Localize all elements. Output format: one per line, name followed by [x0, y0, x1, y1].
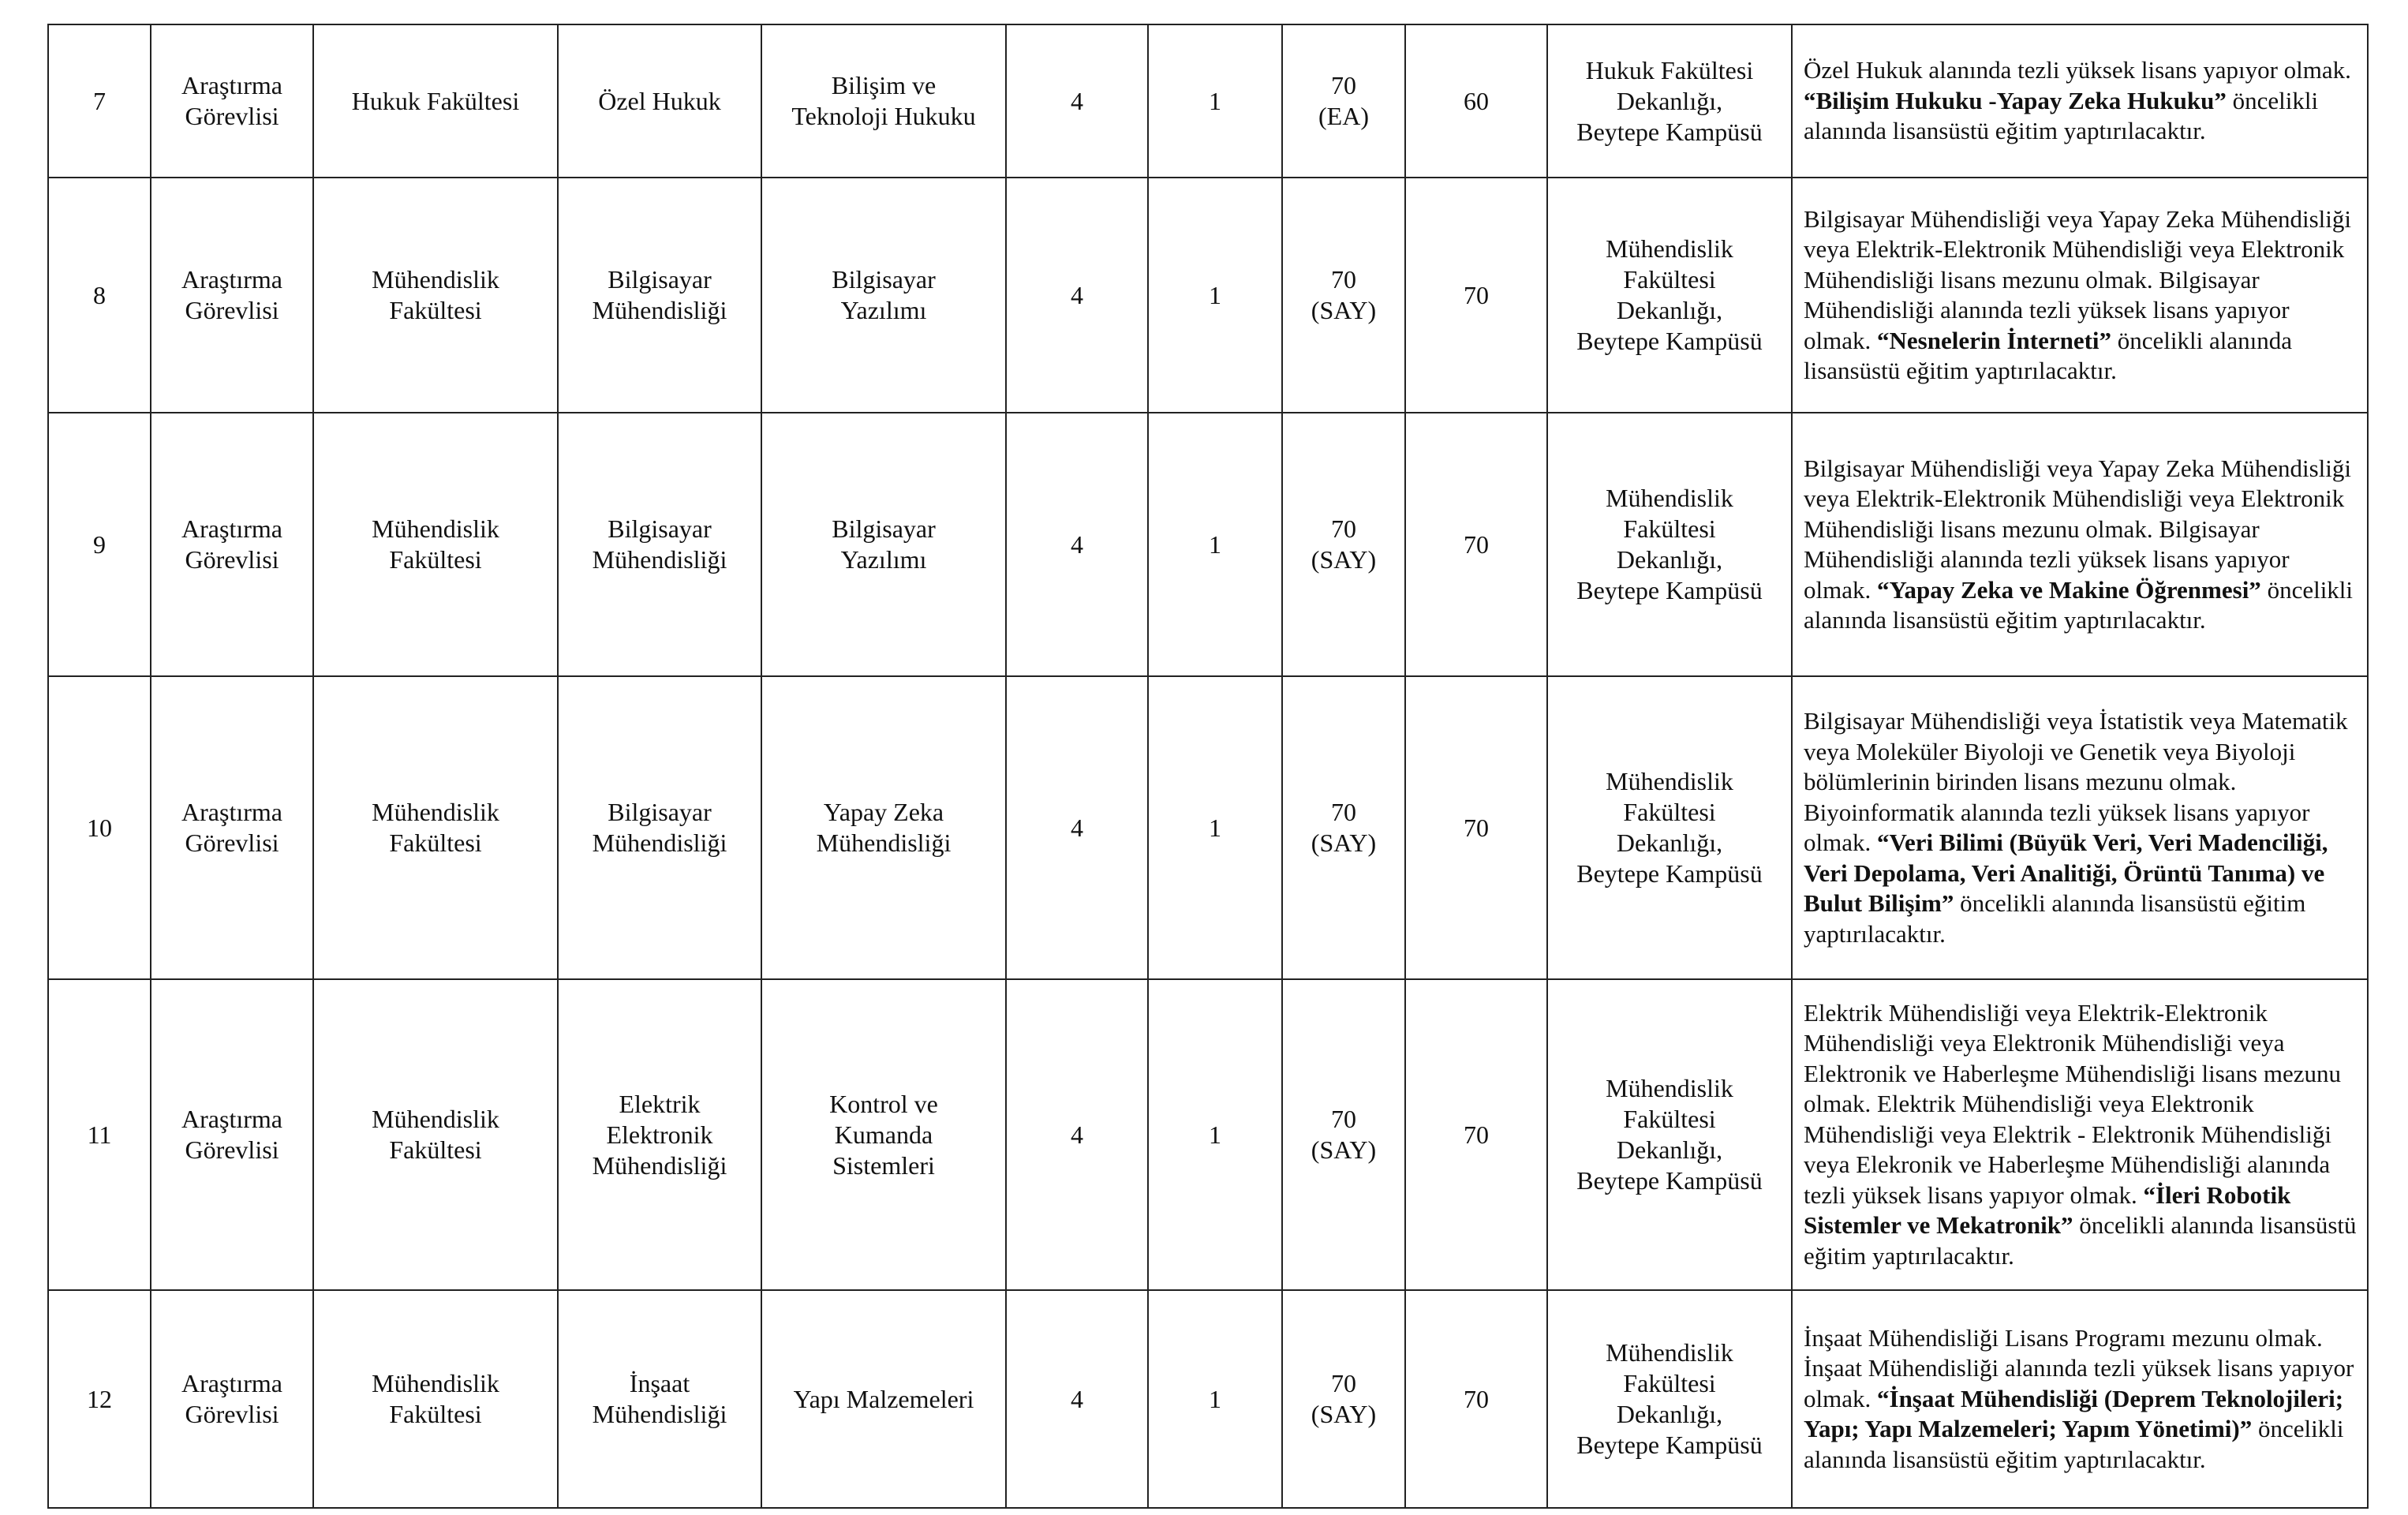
- language-score: 70: [1405, 1290, 1547, 1508]
- degree: 4: [1006, 413, 1148, 676]
- department: Elektrik Elektronik Mühendisliği: [558, 979, 761, 1290]
- position-count: 1: [1148, 24, 1282, 178]
- position-count: 1: [1148, 413, 1282, 676]
- priority-field-text: “İnşaat Mühendisliği (Deprem Teknolojileri; Yapı; Yapı Malzemeleri; Yapım Yönetimi)”: [1804, 1384, 2344, 1443]
- ales-score: 70 (SAY): [1282, 413, 1405, 676]
- application-place: Mühendislik Fakültesi Dekanlığı, Beytepe Kampüsü: [1547, 676, 1792, 979]
- department: Özel Hukuk: [558, 24, 761, 178]
- field: Bilgisayar Yazılımı: [761, 413, 1006, 676]
- description-text: öncelikli alanında lisansüstü eğitim yaptırılacaktır.: [1804, 326, 2293, 384]
- priority-field-text: “İleri Robotik Sistemler ve Mekatronik”: [1804, 1180, 2291, 1240]
- description-text: Bilgisayar Mühendisliği veya İstatistik veya Matematik veya Moleküler Biyoloji ve Genetik veya Biyoloji bölümlerinin birinden lisans mezunu olmak. Biyoinformatik alanında tezli yüksek lisans yapıyor olmak.: [1804, 707, 2348, 856]
- position-title: Araştırma Görevlisi: [151, 676, 313, 979]
- priority-field-text: “Nesnelerin İnterneti”: [1877, 326, 2112, 354]
- description-text: İnşaat Mühendisliği Lisans Programı mezunu olmak. İnşaat Mühendisliği alanında tezli yüksek lisans yapıyor olmak.: [1804, 1323, 2354, 1412]
- requirements-description: [1792, 24, 2368, 178]
- description-text: öncelikli alanında lisansüstü eğitim yaptırılacaktır.: [1804, 889, 2306, 948]
- description-text: Bilgisayar Mühendisliği veya Yapay Zeka Mühendisliği veya Elektrik-Elektronik Mühendisliği veya Elektronik Mühendisliği lisans mezunu olmak. Bilgisayar Mühendisliği alanında tezli yüksek lisans yapıyor olmak.: [1804, 204, 2351, 354]
- application-place: Mühendislik Fakültesi Dekanlığı, Beytepe Kampüsü: [1547, 413, 1792, 676]
- application-place: Mühendislik Fakültesi Dekanlığı, Beytepe Kampüsü: [1547, 979, 1792, 1290]
- ales-score: 70 (SAY): [1282, 676, 1405, 979]
- field: Bilgisayar Yazılımı: [761, 178, 1006, 413]
- table-row: [48, 178, 2368, 413]
- field: Yapı Malzemeleri: [761, 1290, 1006, 1508]
- application-place: Mühendislik Fakültesi Dekanlığı, Beytepe Kampüsü: [1547, 1290, 1792, 1508]
- language-score: 60: [1405, 24, 1547, 178]
- language-score: 70: [1405, 178, 1547, 413]
- requirements-description: [1792, 979, 2368, 1290]
- application-place: Hukuk Fakültesi Dekanlığı, Beytepe Kampüsü: [1547, 24, 1792, 178]
- ales-score: 70 (EA): [1282, 24, 1405, 178]
- row-number: 11: [48, 979, 151, 1290]
- row-number: 9: [48, 413, 151, 676]
- field: Kontrol ve Kumanda Sistemleri: [761, 979, 1006, 1290]
- faculty-unit: Mühendislik Fakültesi: [313, 979, 558, 1290]
- priority-field-text: “Veri Bilimi (Büyük Veri, Veri Madenciliği, Veri Depolama, Veri Analitiği, Örüntü Tanıma) ve Bulut Bilişim”: [1804, 829, 2328, 917]
- department: Bilgisayar Mühendisliği: [558, 676, 761, 979]
- field: Bilişim ve Teknoloji Hukuku: [761, 24, 1006, 178]
- row-number: 10: [48, 676, 151, 979]
- requirements-description: [1792, 178, 2368, 413]
- row-number: 12: [48, 1290, 151, 1508]
- ales-score: 70 (SAY): [1282, 178, 1405, 413]
- position-count: 1: [1148, 178, 1282, 413]
- table-row: [48, 1290, 2368, 1508]
- row-number: 8: [48, 178, 151, 413]
- application-place: Mühendislik Fakültesi Dekanlığı, Beytepe Kampüsü: [1547, 178, 1792, 413]
- degree: 4: [1006, 178, 1148, 413]
- position-count: 1: [1148, 979, 1282, 1290]
- degree: 4: [1006, 24, 1148, 178]
- position-title: Araştırma Görevlisi: [151, 979, 313, 1290]
- language-score: 70: [1405, 979, 1547, 1290]
- degree: 4: [1006, 979, 1148, 1290]
- description-text: Bilgisayar Mühendisliği veya Yapay Zeka Mühendisliği veya Elektrik-Elektronik Mühendisliği veya Elektronik Mühendisliği lisans mezunu olmak. Bilgisayar Mühendisliği alanında tezli yüksek lisans yapıyor olmak.: [1804, 454, 2351, 604]
- row-number: 7: [48, 24, 151, 178]
- language-score: 70: [1405, 413, 1547, 676]
- position-count: 1: [1148, 676, 1282, 979]
- faculty-unit: Mühendislik Fakültesi: [313, 178, 558, 413]
- position-count: 1: [1148, 1290, 1282, 1508]
- faculty-unit: Mühendislik Fakültesi: [313, 1290, 558, 1508]
- faculty-unit: Hukuk Fakültesi: [313, 24, 558, 178]
- department: İnşaat Mühendisliği: [558, 1290, 761, 1508]
- description-text: öncelikli alanında lisansüstü eğitim yaptırılacaktır.: [1804, 1415, 2344, 1473]
- faculty-unit: Mühendislik Fakültesi: [313, 676, 558, 979]
- description-text: Özel Hukuk alanında tezli yüksek lisans yapıyor olmak.: [1804, 56, 2351, 84]
- priority-field-text: “Bilişim Hukuku -Yapay Zeka Hukuku”: [1804, 86, 2227, 114]
- position-title: Araştırma Görevlisi: [151, 413, 313, 676]
- degree: 4: [1006, 1290, 1148, 1508]
- requirements-description: [1792, 676, 2368, 979]
- faculty-unit: Mühendislik Fakültesi: [313, 413, 558, 676]
- position-title: Araştırma Görevlisi: [151, 24, 313, 178]
- position-title: Araştırma Görevlisi: [151, 1290, 313, 1508]
- table-row: [48, 24, 2368, 178]
- table-row: [48, 979, 2368, 1290]
- position-title: Araştırma Görevlisi: [151, 178, 313, 413]
- table-row: [48, 413, 2368, 676]
- positions-table: [47, 24, 2369, 1509]
- ales-score: 70 (SAY): [1282, 979, 1405, 1290]
- priority-field-text: “Yapay Zeka ve Makine Öğrenmesi”: [1877, 575, 2261, 604]
- field: Yapay Zeka Mühendisliği: [761, 676, 1006, 979]
- requirements-description: [1792, 413, 2368, 676]
- language-score: 70: [1405, 676, 1547, 979]
- department: Bilgisayar Mühendisliği: [558, 413, 761, 676]
- ales-score: 70 (SAY): [1282, 1290, 1405, 1508]
- description-text: öncelikli alanında lisansüstü eğitim yaptırılacaktır.: [1804, 1211, 2357, 1270]
- requirements-description: [1792, 1290, 2368, 1508]
- description-text: Elektrik Mühendisliği veya Elektrik-Elektronik Mühendisliği veya Elektronik Mühendisliği veya Elektronik ve Haberleşme Mühendisliği lisans mezunu olmak. Elektrik Mühendisliği veya Elektronik Mühendisliği veya Elektrik - Elektronik Mühendisliği veya Elekronik ve Haberleşme Mühendisliği alanında tezli yüksek lisans yapıyor olmak.: [1804, 998, 2341, 1209]
- table-row: [48, 676, 2368, 979]
- degree: 4: [1006, 676, 1148, 979]
- description-text: öncelikli alanında lisansüstü eğitim yaptırılacaktır.: [1804, 575, 2354, 634]
- department: Bilgisayar Mühendisliği: [558, 178, 761, 413]
- description-text: öncelikli alanında lisansüstü eğitim yaptırılacaktır.: [1804, 86, 2319, 145]
